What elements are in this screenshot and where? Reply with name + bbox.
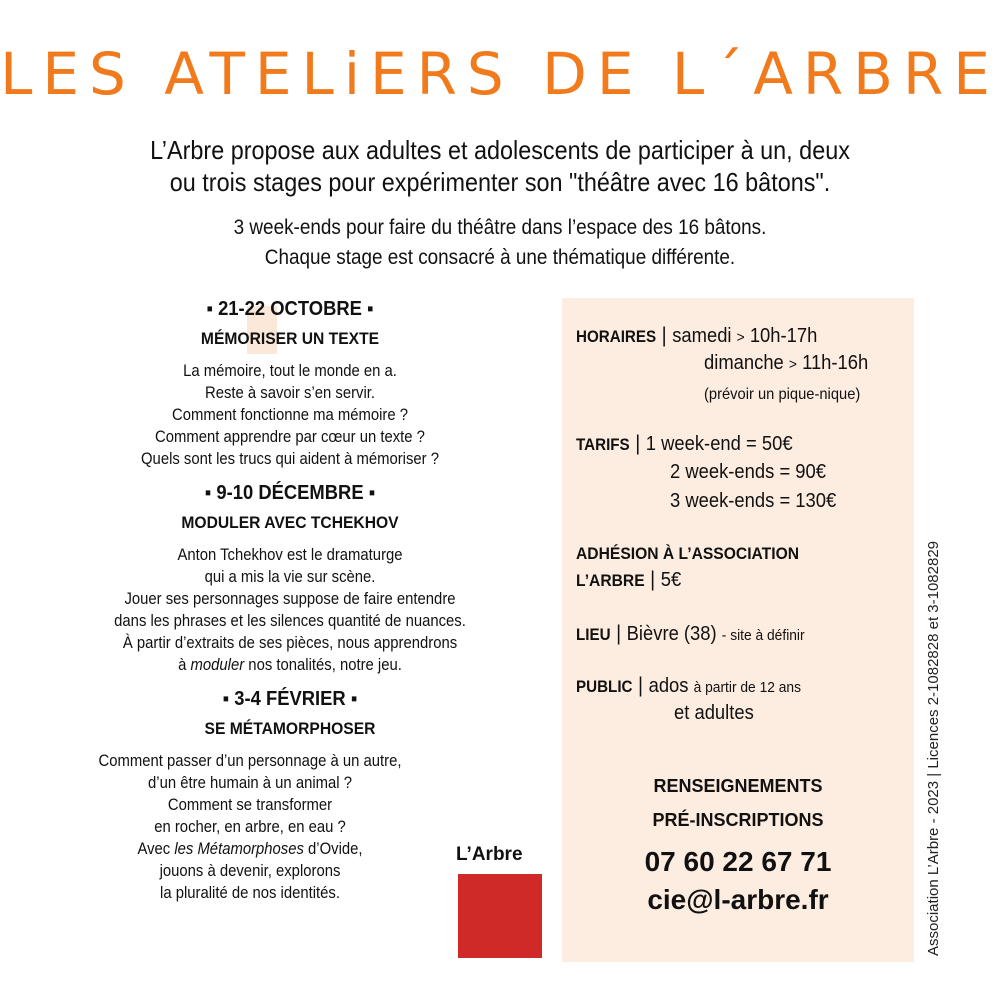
workshop-description bbox=[83, 360, 497, 470]
horaires-row bbox=[576, 324, 817, 348]
workshop-theme: MODULER AVEC TCHEKHOV bbox=[181, 513, 399, 532]
description-line: La mémoire, tout le monde en a. bbox=[183, 362, 397, 380]
workshops-column bbox=[60, 296, 520, 914]
subtitle-text bbox=[104, 213, 896, 273]
horaires-time: 10h-17h bbox=[749, 325, 818, 347]
description-line: Comment fonctionne ma mémoire ? bbox=[171, 406, 409, 424]
contact-heading: PRÉ-INSCRIPTIONS bbox=[652, 810, 824, 830]
description-line: Reste à savoir s’en servir. bbox=[204, 384, 376, 402]
tarif-value: 3 week-ends = 130€ bbox=[670, 490, 837, 512]
sub-line-2: Chaque stage est consacré à une thématique différente. bbox=[264, 246, 736, 269]
description-line: à moduler nos tonalités, notre jeu. bbox=[178, 656, 402, 674]
adhesion-value: 5€ bbox=[660, 569, 682, 591]
lieu-note: - site à définir bbox=[721, 627, 805, 644]
intro-text bbox=[77, 134, 923, 198]
workshop-theme: MÉMORISER UN TEXTE bbox=[200, 329, 380, 348]
horaires-day: samedi bbox=[672, 325, 732, 347]
public-value: ados bbox=[648, 675, 689, 697]
workshop-december bbox=[60, 480, 520, 676]
logo-square bbox=[458, 874, 542, 958]
workshop-february bbox=[60, 686, 520, 904]
contact-heading: RENSEIGNEMENTS bbox=[653, 776, 823, 796]
description-line: Jouer ses personnages suppose de faire entendre bbox=[124, 590, 456, 608]
info-panel bbox=[562, 298, 914, 962]
lieu-value: Bièvre (38) bbox=[626, 623, 717, 645]
horaires-time: 11h-16h bbox=[802, 352, 869, 374]
email-link[interactable]: cie@l-arbre.fr bbox=[647, 884, 829, 915]
separator: | bbox=[616, 622, 622, 645]
lieu-row bbox=[576, 622, 805, 646]
description-line: dans les phrases et les silences quantité de nuances. bbox=[114, 612, 466, 630]
horaires-day: dimanche bbox=[704, 352, 784, 374]
description-line: Comment se transformer bbox=[167, 796, 333, 814]
workshop-theme: SE MÉTAMORPHOSER bbox=[204, 719, 376, 738]
intro-line-1: L’Arbre propose aux adultes et adolescents de participer à un, deux bbox=[150, 135, 850, 165]
license-text: Association L’Arbre - 2023 | Licences 2-1082828 et 3-1082829 bbox=[925, 540, 942, 956]
arrow-icon: > bbox=[736, 329, 745, 346]
lieu-label: LIEU bbox=[576, 626, 611, 644]
tarif-value: 1 week-end = 50€ bbox=[645, 433, 793, 455]
description-line: Quels sont les trucs qui aident à mémoriser ? bbox=[141, 450, 439, 468]
public-note: à partir de 12 ans bbox=[693, 679, 802, 696]
arrow-icon: > bbox=[788, 356, 797, 373]
public-label: PUBLIC bbox=[576, 678, 633, 696]
public-row bbox=[576, 674, 801, 698]
sub-line-1: 3 week-ends pour faire du théâtre dans l’espace des 16 bâtons. bbox=[233, 216, 767, 239]
page-title: LES ATELiERS DE L´ARBRE bbox=[0, 40, 1000, 108]
phone-number[interactable]: 07 60 22 67 71 bbox=[644, 846, 832, 877]
description-line: À partir d’extraits de ses pièces, nous apprendrons bbox=[122, 634, 458, 652]
workshop-date: ▪ 3-4 FÉVRIER ▪ bbox=[222, 688, 358, 710]
horaires-note: (prévoir un pique-nique) bbox=[704, 386, 861, 403]
description-line: Anton Tchekhov est le dramaturge bbox=[177, 546, 403, 564]
intro-line-2: ou trois stages pour expérimenter son "théâtre avec 16 bâtons". bbox=[169, 167, 831, 197]
workshop-date: ▪ 21-22 OCTOBRE ▪ bbox=[206, 298, 374, 320]
separator: | bbox=[650, 568, 656, 591]
adhesion-label: L’ARBRE bbox=[576, 571, 645, 590]
adhesion-label: ADHÉSION À L’ASSOCIATION bbox=[576, 544, 800, 563]
horaires-row-2 bbox=[704, 352, 868, 375]
description-line: la pluralité de nos identités. bbox=[160, 884, 340, 902]
adhesion-row bbox=[576, 568, 681, 592]
logo-label: L’Arbre bbox=[456, 844, 523, 865]
description-line: Comment apprendre par cœur un texte ? bbox=[155, 428, 425, 446]
separator: | bbox=[661, 324, 667, 347]
tarif-value: 2 week-ends = 90€ bbox=[670, 461, 826, 483]
description-line: qui a mis la vie sur scène. bbox=[204, 568, 376, 586]
description-line: Comment passer d’un personnage à un autre, bbox=[98, 752, 402, 770]
tarifs-label: TARIFS bbox=[576, 436, 630, 454]
description-line: en rocher, en arbre, en eau ? bbox=[154, 818, 346, 836]
horaires-label: HORAIRES bbox=[576, 328, 657, 346]
separator: | bbox=[635, 432, 641, 455]
description-line: Avec les Métamorphoses d’Ovide, bbox=[137, 840, 363, 858]
separator: | bbox=[638, 674, 644, 697]
public-value: et adultes bbox=[674, 702, 754, 724]
tarifs-row bbox=[576, 432, 793, 456]
description-line: jouons à devenir, explorons bbox=[159, 862, 341, 880]
workshop-description bbox=[83, 544, 497, 676]
description-line: d’un être humain à un animal ? bbox=[148, 774, 352, 792]
workshop-october bbox=[60, 296, 520, 470]
workshop-date: ▪ 9-10 DÉCEMBRE ▪ bbox=[204, 482, 376, 504]
workshop-description bbox=[79, 750, 421, 904]
